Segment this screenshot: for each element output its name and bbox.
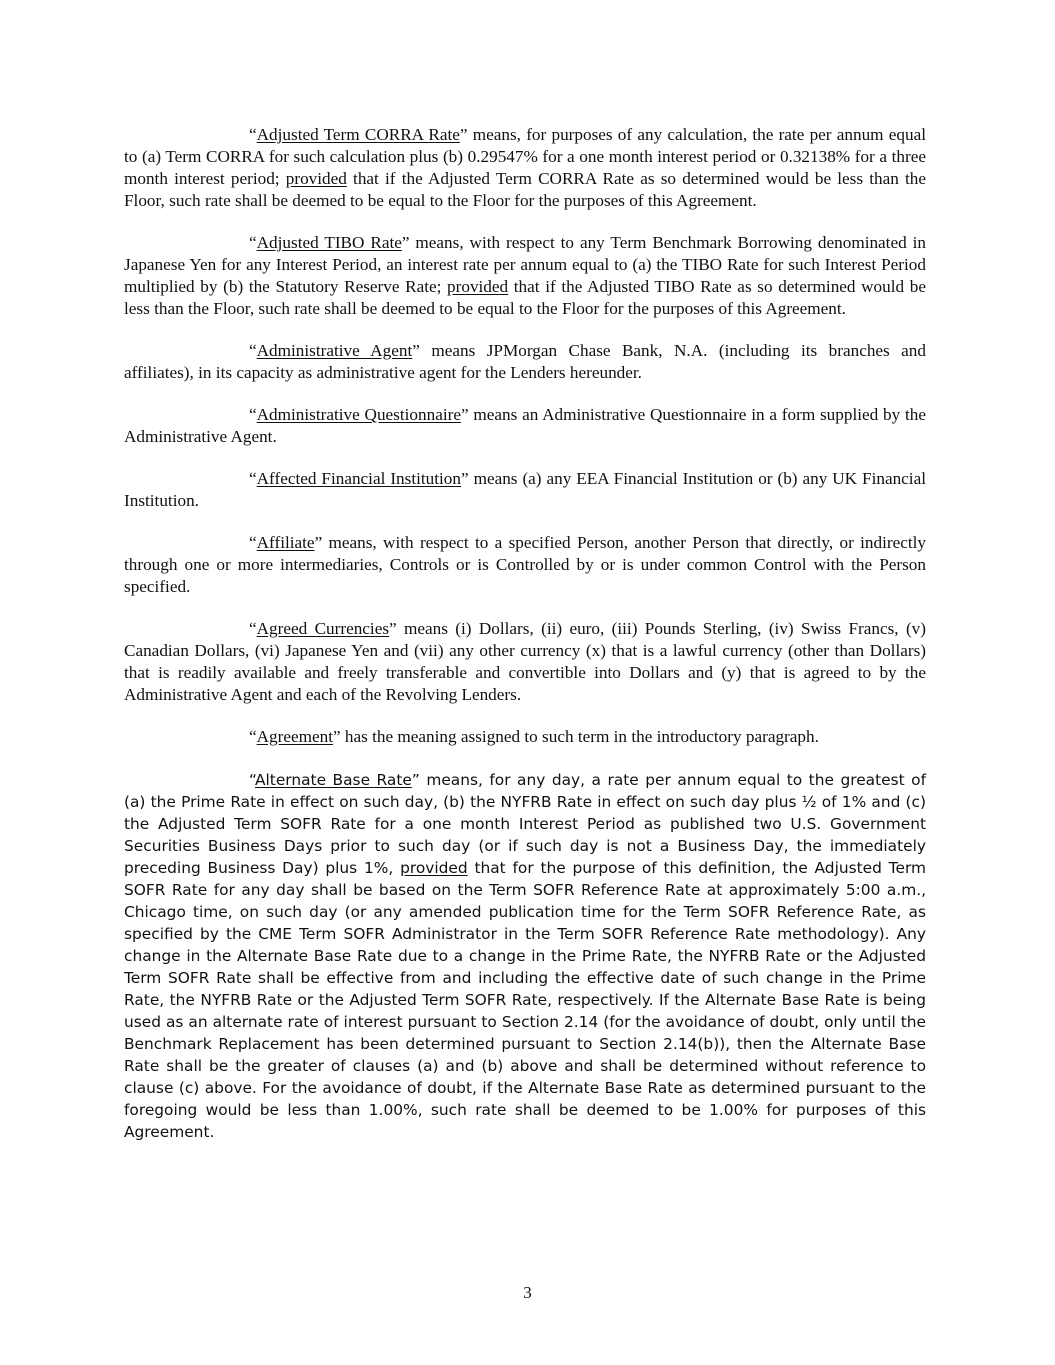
definition-affected-financial-institution xyxy=(124,468,926,512)
definition-text: ” means (a) any EEA Financial Institution or (b) any UK Financial Institution. xyxy=(124,469,926,510)
definition-text-continued: that if the Adjusted Term CORRA Rate as so determined would be less than the Floor, such rate shall be deemed to be equal to the Floor for the purposes of this Agreement. xyxy=(124,169,926,210)
document-page xyxy=(124,124,926,1143)
page-number: 3 xyxy=(523,1283,532,1302)
defined-term: Agreed Currencies xyxy=(256,619,390,638)
defined-term: Adjusted Term CORRA Rate xyxy=(256,125,460,144)
definition-text: ” means (i) Dollars, (ii) euro, (iii) Pounds Sterling, (iv) Swiss Francs, (v) Canadian Dollars, (vi) Japanese Yen and (vii) any other currency (x) that is a lawful currency (other than Dollars) that is readily available and freely transferable and convertible into Dollars and (y) that is agreed to by the Administrative Agent and each of the Revolving Lenders. xyxy=(124,619,926,704)
defined-term: Administrative Questionnaire xyxy=(256,405,461,424)
definition-administrative-agent xyxy=(124,340,926,384)
open-quote: “ xyxy=(249,469,257,488)
definition-text: ” means, with respect to any Term Benchmark Borrowing denominated in Japanese Yen for any Interest Period, an interest rate per annum equal to (a) the TIBO Rate for such Interest Period multiplied by (b) the Statutory Reserve Rate; xyxy=(124,233,926,296)
definition-text: ” means JPMorgan Chase Bank, N.A. (including its branches and affiliates), in its capacity as administrative agent for the Lenders hereunder. xyxy=(124,341,926,382)
definition-text-continued: that for the purpose of this definition, the Adjusted Term SOFR Rate for any day shall be based on the Term SOFR Reference Rate at approximately 5:00 a.m., Chicago time, on such day (or any amended publication time for the Term SOFR Reference Rate, as specified by the CME Term SOFR Administrator in the Term SOFR Reference Rate methodology). Any change in the Alternate Base Rate due to a change in the Prime Rate, the NYFRB Rate or the Adjusted Term SOFR Rate shall be effective from and including the effective date of such change in the Prime Rate, the NYFRB Rate or the Adjusted Term SOFR Rate, respectively. If the Alternate Base Rate is being used as an alternate rate of interest pursuant to Section 2.14 (for the avoidance of doubt, only until the Benchmark Replacement has been determined pursuant to Section 2.14(b)), then the Alternate Base Rate shall be the greater of clauses (a) and (b) above and shall be determined without reference to clause (c) above. For the avoidance of doubt, if the Alternate Base Rate as determined pursuant to the foregoing would be less than 1.00%, such rate shall be deemed to be 1.00% for purposes of this Agreement. xyxy=(124,859,926,1141)
open-quote: “ xyxy=(249,533,257,552)
open-quote: “ xyxy=(249,727,257,746)
definition-text: ” has the meaning assigned to such term in the introductory paragraph. xyxy=(333,727,819,746)
provided-term: provided xyxy=(400,859,468,877)
definition-text: ” means, with respect to a specified Person, another Person that directly, or indirectly through one or more intermediaries, Controls or is Controlled by or is under common Control with the Person specified. xyxy=(124,533,926,596)
definition-adjusted-term-corra-rate xyxy=(124,124,926,212)
open-quote: “ xyxy=(249,233,257,252)
definition-text-continued: that if the Adjusted TIBO Rate as so determined would be less than the Floor, such rate shall be deemed to be equal to the Floor for the purposes of this Agreement. xyxy=(124,277,926,318)
definition-agreed-currencies xyxy=(124,618,926,706)
definition-agreement xyxy=(124,726,926,748)
open-quote: “ xyxy=(249,619,257,638)
provided-term: provided xyxy=(285,169,347,188)
defined-term: Alternate Base Rate xyxy=(255,771,412,789)
defined-term: Administrative Agent xyxy=(256,341,413,360)
definition-adjusted-tibo-rate xyxy=(124,232,926,320)
definition-alternate-base-rate xyxy=(124,769,926,1143)
defined-term: Adjusted TIBO Rate xyxy=(256,233,402,252)
provided-term: provided xyxy=(447,277,509,296)
definition-text: ” means, for purposes of any calculation, the rate per annum equal to (a) Term CORRA for such calculation plus (b) 0.29547% for a one month interest period or 0.32138% for a three month interest period; xyxy=(124,125,926,188)
open-quote: “ xyxy=(249,405,257,424)
definition-text: ” means an Administrative Questionnaire in a form supplied by the Administrative Agent. xyxy=(124,405,926,446)
open-quote: “ xyxy=(249,125,257,144)
defined-term: Affected Financial Institution xyxy=(256,469,461,488)
open-quote: “ xyxy=(249,341,257,360)
defined-term: Affiliate xyxy=(256,533,315,552)
open-quote: “ xyxy=(249,771,255,789)
defined-term: Agreement xyxy=(256,727,333,746)
definition-administrative-questionnaire xyxy=(124,404,926,448)
definition-affiliate xyxy=(124,532,926,598)
definition-text: ” means, for any day, a rate per annum equal to the greatest of (a) the Prime Rate in effect on such day, (b) the NYFRB Rate in effect on such day plus ½ of 1% and (c) the Adjusted Term SOFR Rate for a one month Interest Period as published two U.S. Government Securities Business Days prior to such day (or if such day is not a Business Day, the immediately preceding Business Day) plus 1%, xyxy=(124,771,926,877)
